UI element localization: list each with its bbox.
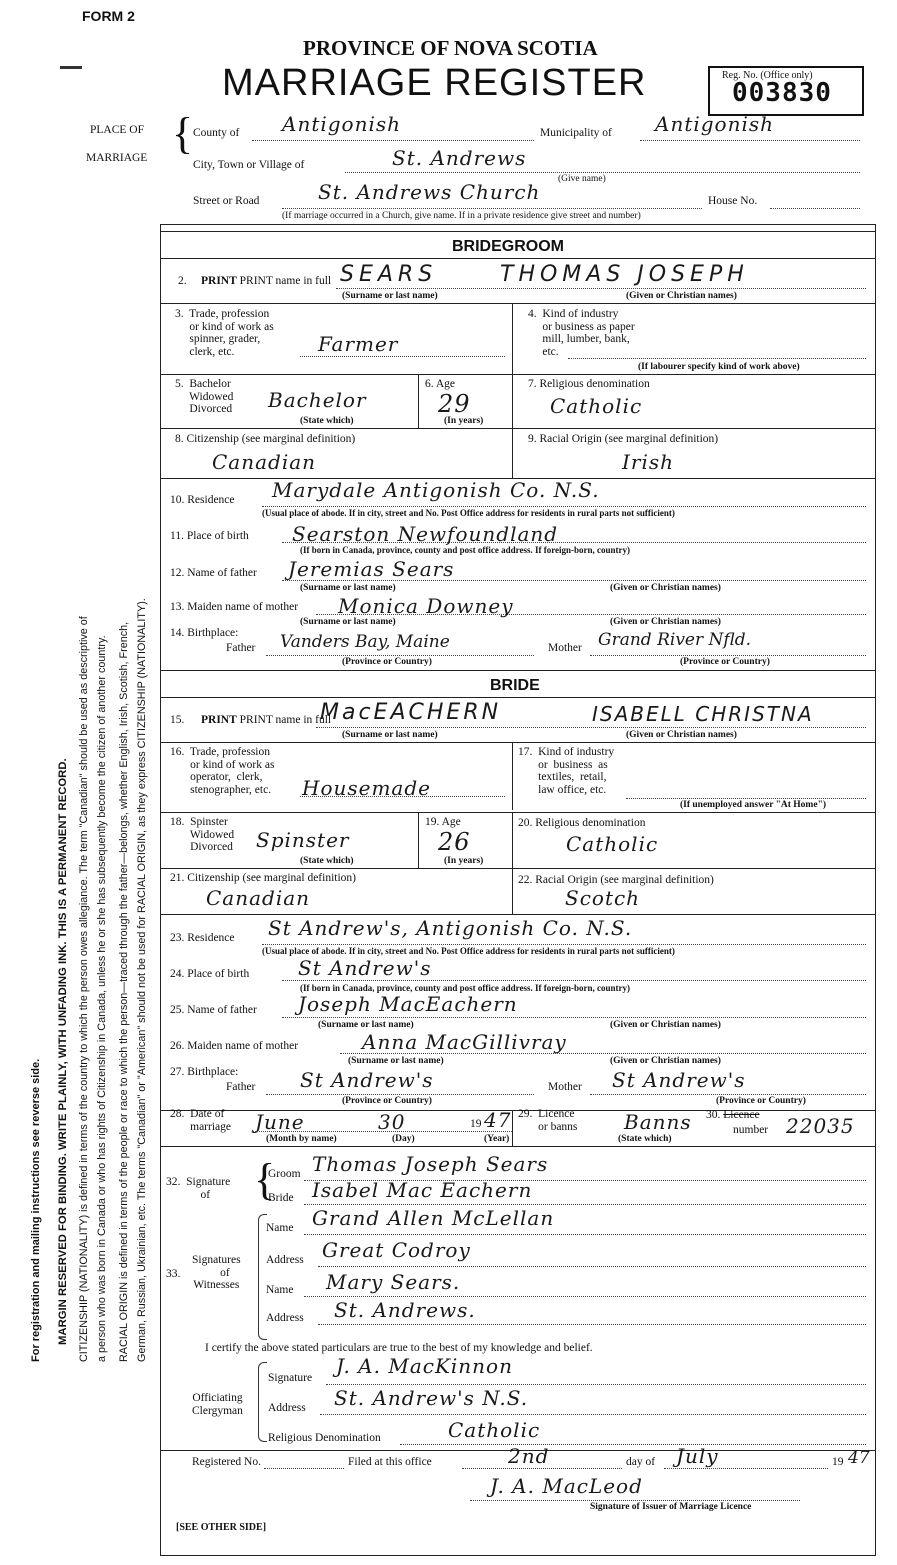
groom-surname: SEARS [340, 262, 438, 287]
groom-sig-label: Groom [268, 1168, 301, 1180]
licence-label: 29. Licence or banns [518, 1108, 578, 1133]
bride-industry-note: (If unemployed answer "At Home") [680, 800, 827, 810]
margin-citizenship-def-2: a person who was born in Canada or who has rights of Citizenship in Canada, unless he or she has subsequently become the citizen of another country. [96, 635, 108, 1362]
bride-father-label: 25. Name of father [170, 1004, 257, 1016]
groom-bp-father-label: Father [226, 642, 256, 654]
form-number: FORM 2 [82, 8, 135, 24]
bride-residence-note: (Usual place of abode. If in city, street and No. Post Office address for residents in rural parts not sufficient) [262, 946, 675, 956]
groom-in-years: (In years) [444, 416, 484, 426]
bride-father-surname-cap: (Surname or last name) [318, 1020, 414, 1030]
field-33-num: 33. [166, 1268, 181, 1280]
groom-mother-surname-cap: (Surname or last name) [300, 617, 396, 627]
groom-religion-label: 7. Religious denomination [528, 378, 650, 390]
marriage-day: 30 [378, 1110, 406, 1134]
page-title: MARRIAGE REGISTER [222, 62, 647, 104]
groom-residence-value: Marydale Antigonish Co. N.S. [272, 478, 600, 502]
bride-surname: MacEACHERN [320, 700, 502, 725]
municipality-label: Municipality of [540, 127, 612, 139]
reg-number-label: Reg. No. (Office only) [722, 70, 813, 81]
bride-mother-birthplace: St Andrew's [612, 1068, 746, 1092]
groom-birth-note: (If born in Canada, province, county and post office address. If foreign-born, country) [300, 545, 631, 555]
bride-father-value: Joseph MacEachern [298, 992, 518, 1016]
licence-state-which: (State which) [618, 1134, 672, 1144]
year-prefix: 19 [470, 1118, 482, 1130]
groom-bp-mother-label: Mother [548, 642, 582, 654]
groom-status-label: 5. Bachelor Widowed Divorced [175, 378, 234, 416]
bride-birthplace-parents-label: 27. Birthplace: [170, 1066, 239, 1078]
groom-father-surname-cap: (Surname or last name) [300, 583, 396, 593]
street-value: St. Andrews Church [318, 180, 541, 204]
groom-mother-birthplace: Grand River Nfld. [598, 630, 752, 650]
w2-name-label: Name [266, 1284, 294, 1296]
bride-signature: Isabel Mac Eachern [312, 1178, 533, 1202]
bride-mother-surname-cap: (Surname or last name) [348, 1056, 444, 1066]
province-heading: PROVINCE OF NOVA SCOTIA [303, 36, 598, 60]
groom-age-value: 29 [438, 390, 471, 418]
marriage-label: MARRIAGE [86, 152, 148, 164]
issuer-signature: J. A. MacLeod [490, 1474, 643, 1498]
year-caption: (Year) [484, 1134, 510, 1144]
clergy-address: St. Andrew's N.S. [334, 1386, 529, 1410]
municipality-value: Antigonish [655, 112, 775, 136]
bride-print-label: PRINT PRINT name in full [201, 714, 332, 726]
groom-status-value: Bachelor [268, 388, 367, 412]
bride-birth-note: (If born in Canada, province, county and post office address. If foreign-born, country) [300, 983, 631, 993]
filed-year-prefix: 19 [832, 1456, 844, 1468]
groom-surname-caption: (Surname or last name) [342, 291, 438, 301]
month-caption: (Month by name) [266, 1134, 337, 1144]
bride-sig-label: Bride [268, 1192, 294, 1204]
bride-mother-given-cap: (Given or Christian names) [610, 1056, 721, 1066]
groom-age-label: 6. Age [425, 378, 456, 390]
groom-residence-label: 10. Residence [170, 494, 235, 506]
bride-print-label-text: PRINT name in full [239, 714, 332, 726]
county-value: Antigonish [282, 112, 402, 136]
groom-residence-note: (Usual place of abode. If in city, street and No. Post Office address for residents in rural parts not sufficient) [262, 508, 675, 518]
bride-trade-value: Housemade [302, 776, 431, 800]
groom-father-label: 12. Name of father [170, 567, 257, 579]
bride-religion-value: Catholic [566, 832, 659, 856]
bride-field-15-num: 15. [170, 714, 185, 726]
witnesses-label: Signatures of Witnesses [192, 1254, 241, 1292]
groom-citizenship-value: Canadian [212, 450, 317, 474]
w1-name-label: Name [266, 1222, 294, 1234]
groom-birthplace-parents-label: 14. Birthplace: [170, 627, 239, 639]
margin-racial-def-1: RACIAL ORIGIN is defined in terms of the people or race to which the person—traced through the father—belongs, whether English, Irish, Scotish, French, [118, 621, 130, 1362]
groom-mother-prov-cap: (Province or Country) [680, 657, 770, 667]
field-30-num: 30. [706, 1109, 721, 1121]
bride-state-which: (State which) [300, 856, 354, 866]
bride-in-years: (In years) [444, 856, 484, 866]
reg-number-box [708, 66, 864, 116]
issuer-caption: Signature of Issuer of Marriage Licence [590, 1502, 752, 1512]
bride-mother-value: Anna MacGillivray [362, 1030, 567, 1054]
groom-mother-value: Monica Downey [338, 594, 514, 618]
bride-industry-label: 17. Kind of industry or business as textiles, retail, law office, etc. [518, 746, 615, 796]
reg-number-value: 003830 [732, 78, 832, 108]
bride-residence-label: 23. Residence [170, 932, 235, 944]
place-of-label: PLACE OF [90, 124, 144, 136]
licence-struck: Licence [723, 1109, 760, 1121]
groom-birthplace-value: Searston Newfoundland [292, 522, 559, 546]
bride-citizenship-label: 21. Citizenship (see marginal definition) [170, 872, 356, 884]
county-label: County of [193, 127, 240, 139]
city-label: City, Town or Village of [193, 159, 305, 171]
bride-bp-father-label: Father [226, 1081, 256, 1093]
bride-trade-label: 16. Trade, profession or kind of work as operator, clerk, stenographer, etc. [170, 746, 275, 796]
clergy-brace [258, 1362, 267, 1442]
groom-religion-value: Catholic [550, 394, 643, 418]
binding-hole-mark [60, 66, 82, 69]
bride-mother-label: 26. Maiden name of mother [170, 1040, 299, 1052]
bride-status-label: 18. Spinster Widowed Divorced [170, 816, 235, 854]
bride-birthplace-value: St Andrew's [298, 956, 432, 980]
bride-bp-mother-label: Mother [548, 1081, 582, 1093]
give-name-caption: (Give name) [558, 174, 606, 184]
witness2-name: Mary Sears. [326, 1270, 461, 1294]
filed-day: 2nd [508, 1444, 550, 1468]
groom-print-label-text: PRINT name in full [239, 275, 332, 287]
clergy-sig-label: Signature [268, 1372, 313, 1384]
clergy-address-label: Address [268, 1402, 306, 1414]
clergy-signature: J. A. MacKinnon [336, 1354, 513, 1378]
bride-father-prov-cap: (Province or Country) [342, 1096, 432, 1106]
groom-father-birthplace: Vanders Bay, Maine [280, 632, 450, 652]
street-note: (If marriage occurred in a Church, give name. If in a private residence give street and number) [282, 211, 641, 221]
groom-father-value: Jeremias Sears [288, 557, 455, 581]
bride-residence-value: St Andrew's, Antigonish Co. N.S. [268, 916, 633, 940]
groom-racial-value: Irish [622, 450, 675, 474]
bride-age-label: 19. Age [425, 816, 461, 828]
witness2-address: St. Andrews. [334, 1298, 476, 1322]
street-label: Street or Road [193, 195, 260, 207]
bride-mother-prov-cap: (Province or Country) [716, 1096, 806, 1106]
w2-address-label: Address [266, 1312, 304, 1324]
groom-trade-label: 3. Trade, profession or kind of work as spinner, grader, clerk, etc. [175, 308, 274, 358]
bride-status-value: Spinster [256, 828, 350, 852]
bride-birthplace-label: 24. Place of birth [170, 968, 250, 980]
groom-state-which: (State which) [300, 416, 354, 426]
marriage-month: June [255, 1110, 305, 1134]
day-caption: (Day) [392, 1134, 415, 1144]
witness1-address: Great Codroy [322, 1238, 471, 1262]
signature-brace: { [254, 1155, 276, 1204]
place-brace: { [172, 109, 194, 158]
margin-citizenship-def-1: CITIZENSHIP (NATIONALITY) is defined in terms of the country to which the person owes allegiance. The term "Canadian" should be used as descriptive of [78, 616, 90, 1362]
licence-value: Banns [624, 1110, 692, 1134]
groom-print-label: PRINT PRINT name in full [201, 275, 332, 287]
groom-given-caption: (Given or Christian names) [626, 291, 737, 301]
bride-surname-caption: (Surname or last name) [342, 730, 438, 740]
bridegroom-heading: BRIDEGROOM [452, 238, 564, 255]
clergy-label: Officiating Clergyman [192, 1392, 243, 1417]
filed-month: July [676, 1444, 719, 1468]
day-of-label: day of [626, 1456, 656, 1468]
bride-given-names: ISABELL CHRISTNA [592, 702, 814, 726]
groom-citizenship-label: 8. Citizenship (see marginal definition) [175, 433, 356, 445]
licence-number-label [706, 1109, 760, 1122]
signature-field-label: 32. Signature of [166, 1176, 231, 1201]
city-value: St. Andrews [392, 146, 527, 170]
filed-year: 47 [848, 1448, 870, 1468]
bride-father-given-cap: (Given or Christian names) [610, 1020, 721, 1030]
groom-racial-label: 9. Racial Origin (see marginal definition) [528, 433, 719, 445]
groom-birthplace-label: 11. Place of birth [170, 530, 249, 542]
bride-racial-value: Scotch [565, 886, 641, 910]
groom-field-2-num: 2. [178, 275, 187, 287]
margin-binding-notice: MARGIN RESERVED FOR BINDING. WRITE PLAINLY, WITH UNFADING INK. THIS IS A PERMANENT RECORD. [57, 758, 69, 1345]
clergy-denomination: Catholic [448, 1418, 541, 1442]
number-label: number [733, 1124, 769, 1136]
bride-heading: BRIDE [490, 677, 540, 694]
bride-age-value: 26 [438, 828, 471, 856]
filed-label: Filed at this office [348, 1456, 432, 1468]
see-other-side: [SEE OTHER SIDE] [176, 1522, 267, 1533]
licence-number-value: 22035 [786, 1114, 855, 1138]
certify-statement: I certify the above stated particulars are true to the best of my knowledge and belief. [205, 1342, 593, 1354]
groom-industry-label: 4. Kind of industry or business as paper mill, lumber, bank, etc. [528, 308, 635, 358]
date-label: 28. Date of marriage [170, 1108, 231, 1133]
groom-trade-value: Farmer [318, 332, 399, 356]
house-label: House No. [708, 195, 758, 207]
margin-racial-def-2: German, Russian, Ukrainian, etc. The terms "Canadian" or "American" should not be used for RACIAL ORIGIN, as they express CITIZENSHIP (NATIONALITY). [136, 598, 148, 1362]
margin-instructions: For registration and mailing instructions see reverse side. [30, 1058, 42, 1362]
groom-mother-given-cap: (Given or Christian names) [610, 617, 721, 627]
groom-mother-label: 13. Maiden name of mother [170, 601, 299, 613]
groom-father-prov-cap: (Province or Country) [342, 657, 432, 667]
bride-citizenship-value: Canadian [206, 886, 311, 910]
w1-address-label: Address [266, 1254, 304, 1266]
groom-father-given-cap: (Given or Christian names) [610, 583, 721, 593]
groom-industry-note: (If labourer specify kind of work above) [638, 362, 800, 372]
denomination-label: Religious Denomination [268, 1432, 381, 1444]
registered-no-label: Registered No. [192, 1456, 261, 1468]
witness1-name: Grand Allen McLellan [312, 1206, 555, 1230]
groom-signature: Thomas Joseph Sears [312, 1152, 549, 1176]
marriage-year: 47 [484, 1108, 512, 1132]
groom-given-names: THOMAS JOSEPH [500, 262, 749, 287]
bride-father-birthplace: St Andrew's [300, 1068, 434, 1092]
bride-racial-label: 22. Racial Origin (see marginal definition) [518, 874, 714, 886]
bride-given-caption: (Given or Christian names) [626, 730, 737, 740]
bride-religion-label: 20. Religious denomination [518, 817, 646, 829]
